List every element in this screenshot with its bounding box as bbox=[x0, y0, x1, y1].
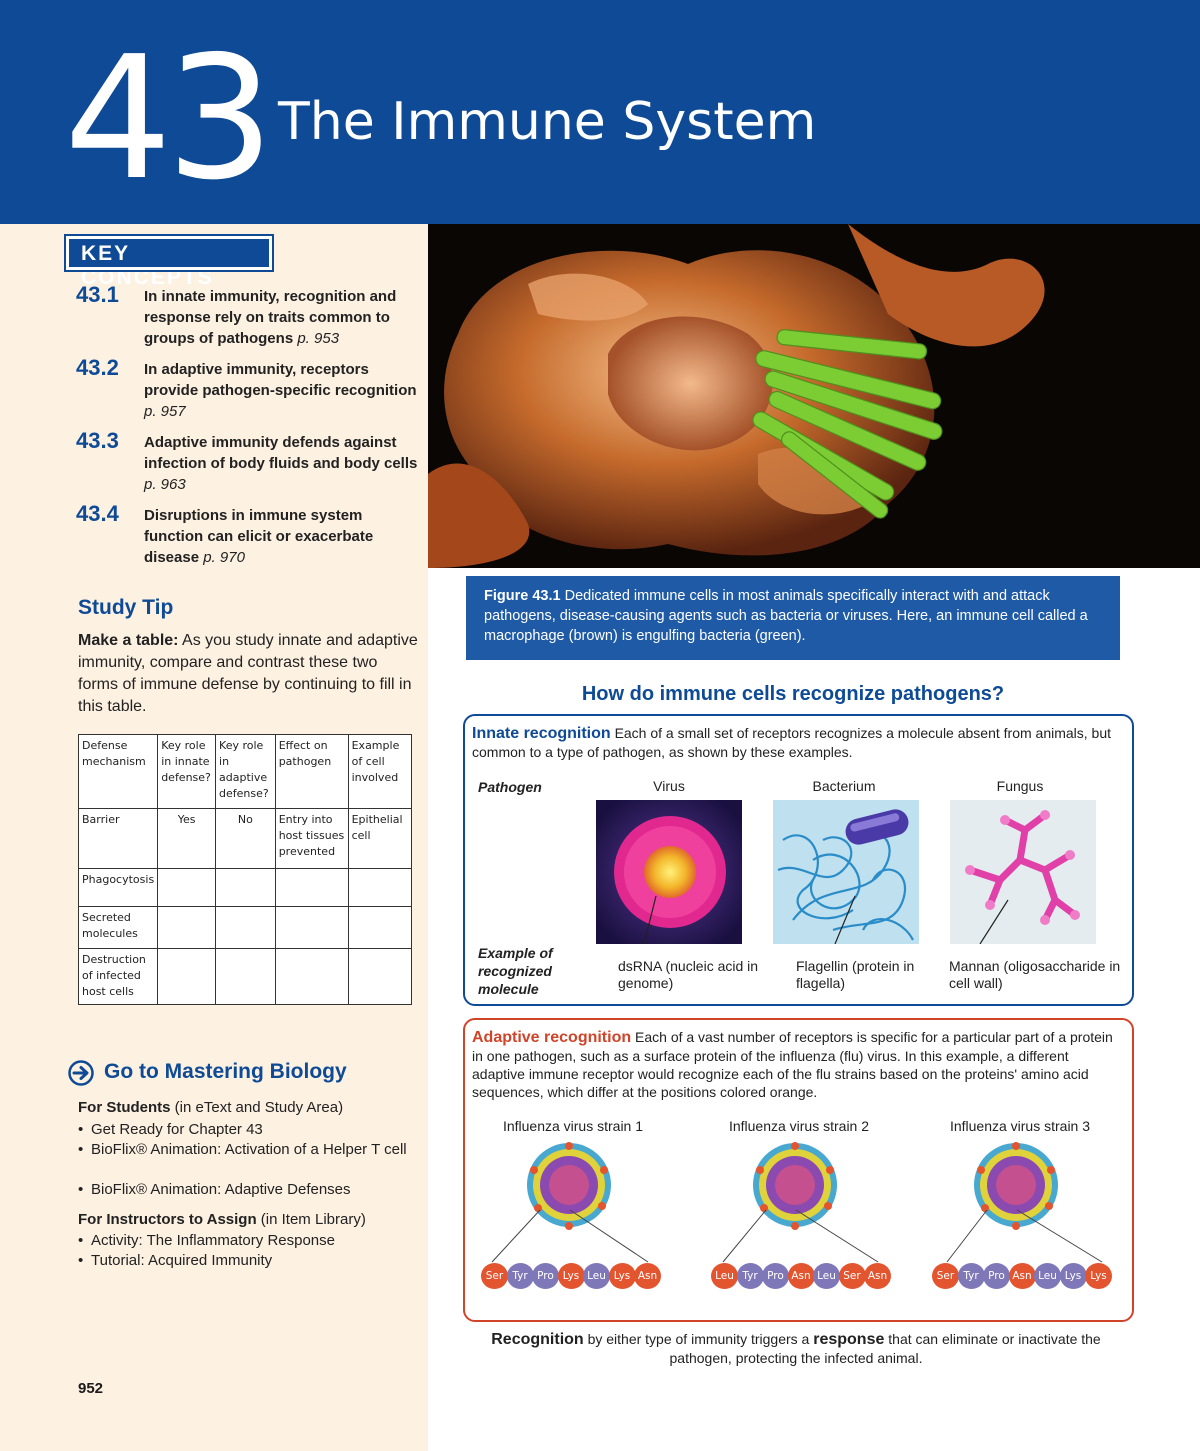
table-header-cell: Key role in adaptive defense? bbox=[216, 735, 276, 809]
study-tip-text bbox=[78, 630, 418, 718]
amino-acid-asn: Asn bbox=[864, 1263, 891, 1289]
student-resource-link[interactable]: • BioFlix® Animation: Adaptive Defenses bbox=[78, 1180, 408, 1200]
mastering-title[interactable]: Go to Mastering Biology bbox=[104, 1060, 347, 1083]
strain-label: Influenza virus strain 3 bbox=[949, 1118, 1091, 1134]
concept-page: p. 963 bbox=[144, 476, 186, 493]
example-molecule-label: Example of recognized molecule bbox=[478, 945, 553, 997]
table-cell: Destruction of infected host cells bbox=[79, 949, 158, 1005]
strain-label: Influenza virus strain 1 bbox=[502, 1118, 644, 1134]
chapter-header bbox=[0, 0, 1200, 224]
concept-text: In innate immunity, recognition and response rely on traits common to groups of pathogens bbox=[144, 288, 397, 347]
innate-description: Each of a small set of receptors recognizes a molecule absent from animals, but common to a type of pathogen, as shown by these examples. bbox=[472, 725, 1112, 760]
table-row bbox=[79, 809, 412, 869]
concept-number: 43.1 bbox=[76, 282, 119, 307]
table-cell: Phagocytosis bbox=[79, 869, 158, 907]
table-cell: No bbox=[216, 809, 276, 869]
defense-table bbox=[78, 734, 412, 1005]
study-tip-heading: Study Tip bbox=[78, 596, 174, 619]
amino-acid-lys: Lys bbox=[609, 1263, 636, 1289]
table-row bbox=[79, 869, 412, 907]
fungus-micrograph bbox=[950, 800, 1096, 944]
for-instructors-heading: For Instructors to Assign (in Item Library) bbox=[78, 1211, 366, 1228]
study-tip-lead: Make a table: bbox=[78, 632, 179, 649]
pathogen-label: Pathogen bbox=[478, 779, 542, 795]
table-cell bbox=[275, 869, 348, 907]
table-cell bbox=[348, 949, 411, 1005]
page-number: 952 bbox=[78, 1380, 104, 1397]
key-concepts-heading: KEY CONCEPTS bbox=[66, 236, 272, 270]
chapter-title: The Immune System bbox=[278, 92, 817, 152]
table-cell: Yes bbox=[158, 809, 216, 869]
table-cell bbox=[216, 869, 276, 907]
table-cell: Entry into host tissues prevented bbox=[275, 809, 348, 869]
concept-number: 43.2 bbox=[76, 355, 119, 380]
strain-label: Influenza virus strain 2 bbox=[728, 1118, 870, 1134]
virus-micrograph bbox=[596, 800, 742, 944]
figure-caption bbox=[466, 576, 1120, 660]
table-row bbox=[79, 949, 412, 1005]
table-cell: Epithelial cell bbox=[348, 809, 411, 869]
amino-acid-leu: Leu bbox=[711, 1263, 738, 1289]
amino-acid-ser: Ser bbox=[932, 1263, 959, 1289]
recognized-molecule: Mannan (oligosaccharide in cell wall) bbox=[949, 958, 1121, 991]
amino-acid-leu: Leu bbox=[583, 1263, 610, 1289]
torn-paper-edge bbox=[70, 1004, 420, 1020]
concept-text: Disruptions in immune system function can elicit or exacerbate disease bbox=[144, 507, 374, 566]
concept-number: 43.3 bbox=[76, 428, 119, 453]
recognition-note: Recognition by either type of immunity triggers a response that can eliminate or inactivate the pathogen, protecting the infected animal. bbox=[491, 1331, 1101, 1366]
amino-acid-ser: Ser bbox=[839, 1263, 866, 1289]
amino-acid-leu: Leu bbox=[1034, 1263, 1061, 1289]
table-cell bbox=[158, 907, 216, 949]
for-students-heading: For Students (in eText and Study Area) bbox=[78, 1099, 344, 1116]
pathogen-name: Fungus bbox=[996, 778, 1044, 794]
recognized-molecule: Flagellin (protein in flagella) bbox=[796, 958, 915, 991]
adaptive-title: Adaptive recognition bbox=[472, 1029, 632, 1046]
concept-number: 43.4 bbox=[76, 501, 119, 526]
amino-acid-lys: Lys bbox=[1060, 1263, 1087, 1289]
amino-acid-lys: Lys bbox=[1085, 1263, 1112, 1289]
amino-acid-pro: Pro bbox=[983, 1263, 1010, 1289]
table-cell bbox=[158, 869, 216, 907]
table-header-cell: Example of cell involved bbox=[348, 735, 411, 809]
amino-acid-leu: Leu bbox=[813, 1263, 840, 1289]
study-tip-body: As you study innate and adaptive immunity, compare and contrast these two forms of immune defense by continuing to fill in this table. bbox=[78, 632, 418, 715]
innate-recognition-text bbox=[472, 724, 1122, 761]
zoom-lines bbox=[470, 1200, 1120, 1270]
amino-acid-asn: Asn bbox=[1009, 1263, 1036, 1289]
amino-acid-pro: Pro bbox=[532, 1263, 559, 1289]
concept-page: p. 953 bbox=[297, 330, 340, 347]
amino-acid-tyr: Tyr bbox=[737, 1263, 764, 1289]
innate-title: Innate recognition bbox=[472, 725, 611, 742]
amino-acid-asn: Asn bbox=[788, 1263, 815, 1289]
chapter-number: 43 bbox=[64, 20, 269, 218]
amino-acid-lys: Lys bbox=[558, 1263, 585, 1289]
instructor-resource-link[interactable]: • Tutorial: Acquired Immunity bbox=[78, 1251, 408, 1271]
table-cell bbox=[158, 949, 216, 1005]
bacterium-micrograph bbox=[773, 800, 919, 944]
table-cell bbox=[348, 907, 411, 949]
student-resource-link[interactable]: • BioFlix® Animation: Activation of a Helper T cell bbox=[78, 1140, 408, 1160]
arrow-circle-icon bbox=[68, 1060, 94, 1086]
figure-label: Figure 43.1 bbox=[484, 588, 561, 604]
table-row bbox=[79, 907, 412, 949]
table-header-cell: Defense mechanism bbox=[79, 735, 158, 809]
recognized-molecule: dsRNA (nucleic acid in genome) bbox=[618, 958, 759, 991]
table-cell bbox=[275, 907, 348, 949]
concept-text: In adaptive immunity, receptors provide pathogen-specific recognition bbox=[144, 361, 417, 399]
instructor-resource-link[interactable]: • Activity: The Inflammatory Response bbox=[78, 1231, 408, 1251]
table-cell bbox=[348, 869, 411, 907]
table-cell bbox=[275, 949, 348, 1005]
amino-acid-tyr: Tyr bbox=[507, 1263, 534, 1289]
amino-acid-tyr: Tyr bbox=[958, 1263, 985, 1289]
adaptive-recognition-text bbox=[472, 1028, 1122, 1101]
concept-text: Adaptive immunity defends against infection of body fluids and body cells bbox=[144, 434, 418, 472]
table-header-cell: Key role in innate defense? bbox=[158, 735, 216, 809]
macrophage-micrograph bbox=[428, 224, 1200, 568]
section-question: How do immune cells recognize pathogens? bbox=[581, 683, 1005, 705]
amino-acid-ser: Ser bbox=[481, 1263, 508, 1289]
amino-acid-pro: Pro bbox=[762, 1263, 789, 1289]
adaptive-description: Each of a vast number of receptors is specific for a particular part of a protein in one pathogen, such as a surface protein of the influenza (flu) virus. In this example, a different adaptive immune receptor would recognize each of the flu strains based on the proteins' amino acid sequences, which differ at the positions colored orange. bbox=[472, 1029, 1113, 1100]
figure-caption-text: Dedicated immune cells in most animals specifically interact with and attack pathogens, disease-causing agents such as bacteria or viruses. Here, an immune cell called a macrophage (brown) is engulfing bacteria (green). bbox=[484, 588, 1088, 644]
concept-page: p. 970 bbox=[203, 549, 245, 566]
student-resource-link[interactable]: • Get Ready for Chapter 43 bbox=[78, 1120, 408, 1140]
table-cell: Barrier bbox=[79, 809, 158, 869]
amino-acid-asn: Asn bbox=[634, 1263, 661, 1289]
table-header-row bbox=[79, 735, 412, 809]
table-cell bbox=[216, 907, 276, 949]
pathogen-name: Bacterium bbox=[812, 778, 876, 794]
table-header-cell: Effect on pathogen bbox=[275, 735, 348, 809]
table-cell bbox=[216, 949, 276, 1005]
table-cell: Secreted molecules bbox=[79, 907, 158, 949]
pathogen-name: Virus bbox=[653, 778, 685, 794]
concept-page: p. 957 bbox=[144, 403, 186, 420]
